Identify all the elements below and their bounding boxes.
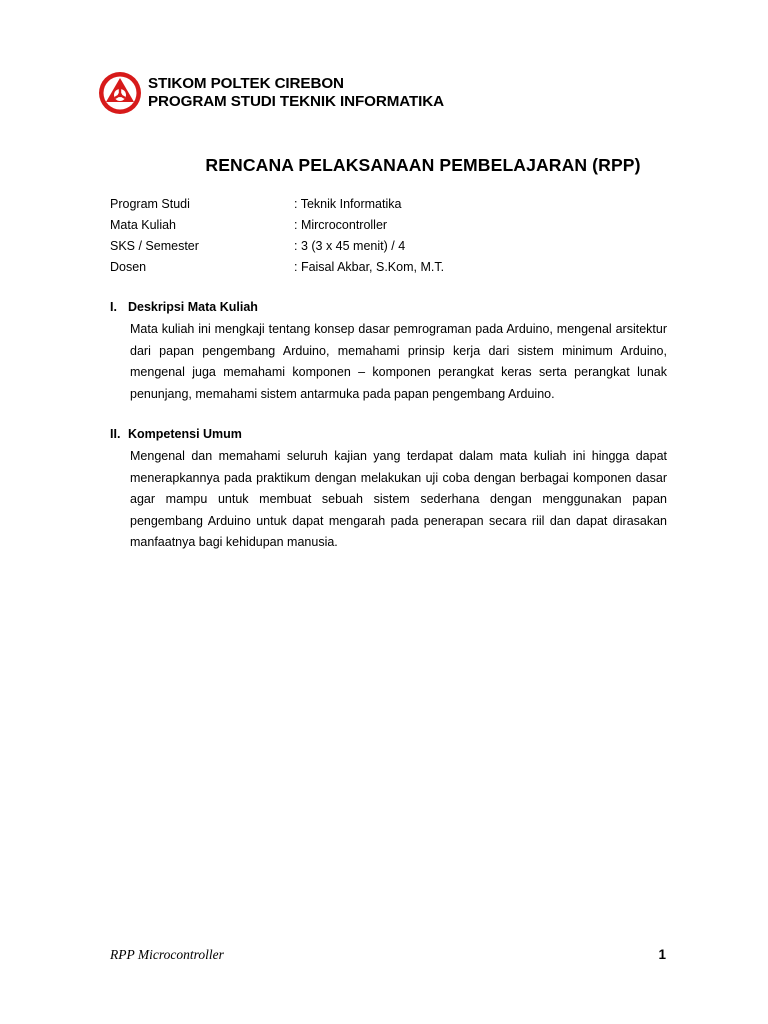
info-row (110, 238, 444, 259)
info-row (110, 217, 444, 238)
section-body: Mengenal dan memahami seluruh kajian yang terdapat dalam mata kuliah ini hingga dapat menerapkannya pada praktikum dengan melakukan uji coba dengan berbagai komponen dasar agar mampu untuk membuat sebuah sistem sederhana dengan menggunakan papan pengembang Arduino untuk dapat mengarah pada penerapan secara riil dan dapat dirasakan manfaatnya bagi kehidupan manusia. (130, 449, 667, 549)
course-info (110, 196, 444, 280)
info-label: SKS / Semester (110, 239, 199, 253)
info-label: Dosen (110, 260, 147, 274)
footer-document-name: RPP Microcontroller (110, 947, 224, 962)
info-label: Mata Kuliah (110, 218, 177, 232)
letterhead (98, 71, 444, 115)
section-course-description (110, 299, 667, 405)
page-footer (110, 945, 666, 965)
info-row (110, 259, 444, 280)
info-row (110, 196, 444, 217)
info-value: : Teknik Informatika (294, 197, 402, 211)
section-title: Kompetensi Umum (128, 427, 242, 441)
info-value: : 3 (3 x 45 menit) / 4 (294, 239, 406, 253)
program-name: PROGRAM STUDI TEKNIK INFORMATIKA (148, 93, 445, 110)
institution-logo-icon (98, 71, 142, 115)
section-heading (110, 299, 667, 315)
section-title: Deskripsi Mata Kuliah (128, 300, 258, 314)
section-number: II. (110, 427, 121, 441)
institution-name: STIKOM POLTEK CIREBON (148, 75, 344, 92)
info-value: : Faisal Akbar, S.Kom, M.T. (294, 260, 445, 274)
section-general-competence (110, 426, 667, 554)
section-number: I. (110, 300, 117, 314)
section-body: Mata kuliah ini mengkaji tentang konsep dasar pemrograman pada Arduino, mengenal arsitektur dari papan pengembang Arduino, memahami prinsip kerja dari sistem minimum Arduino, mengenal juga memahami komponen – komponen perangkat keras serta perangkat lunak penunjang, memahami sistem antarmuka pada papan pengembang Arduino. (130, 322, 667, 401)
info-label: Program Studi (110, 197, 190, 211)
info-value: : Mircrocontroller (294, 218, 388, 232)
page-number: 1 (658, 947, 666, 962)
section-heading (110, 426, 667, 442)
document-title: RENCANA PELAKSANAAN PEMBELAJARAN (RPP) (205, 155, 641, 175)
